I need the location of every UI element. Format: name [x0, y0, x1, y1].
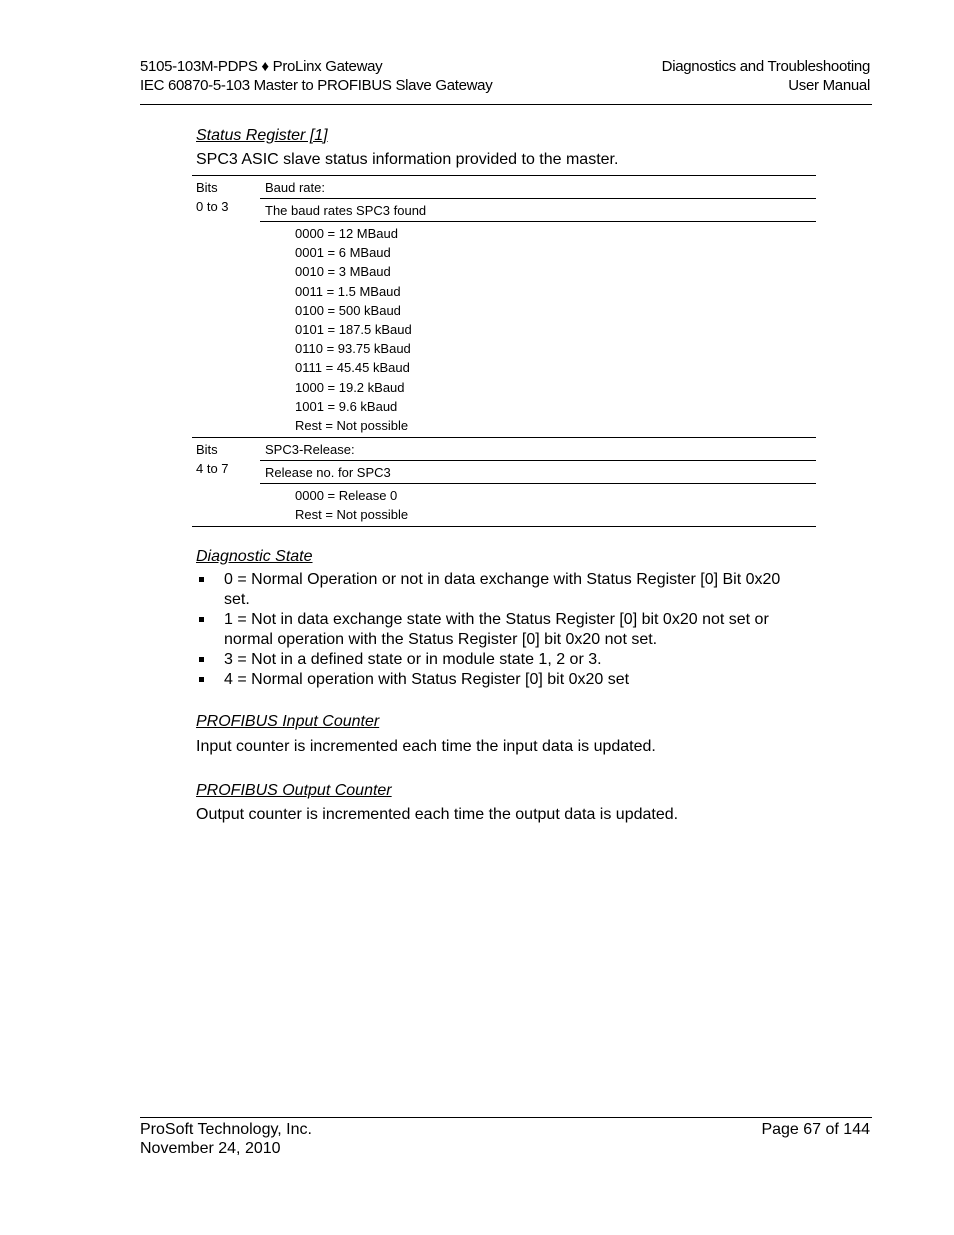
table-bottom-rule: [192, 526, 816, 527]
status-register-table: [192, 175, 816, 527]
value-item: 0101 = 187.5 kBaud: [295, 322, 412, 338]
row-inner-rule: [260, 198, 816, 199]
footer-date: November 24, 2010: [140, 1140, 281, 1157]
output-counter-section: [196, 780, 816, 826]
footer-company: ProSoft Technology, Inc.: [140, 1121, 312, 1138]
row-value-list: [295, 486, 408, 524]
value-item: Rest = Not possible: [295, 507, 409, 523]
row-bits-label: Bits 0 to 3: [196, 180, 229, 215]
diagnostic-state-section: [196, 546, 816, 690]
header-divider: [140, 104, 872, 105]
value-item: 0001 = 6 MBaud: [295, 245, 391, 261]
status-register-description: SPC3 ASIC slave status information provided to the master.: [196, 151, 619, 168]
row-field-detail: Release no. for SPC3: [265, 465, 391, 480]
bullet-square-icon: [199, 677, 204, 682]
list-item: 0 = Normal Operation or not in data exchange with Status Register [0] Bit 0x20 set.: [196, 570, 790, 610]
status-register-section: [196, 125, 816, 171]
bullet-square-icon: [199, 657, 204, 662]
bullet-square-icon: [199, 577, 204, 582]
footer-page-number: Page 67 of 144: [761, 1121, 870, 1138]
value-item: 0110 = 93.75 kBaud: [295, 341, 411, 357]
value-item: 1000 = 19.2 kBaud: [295, 379, 405, 395]
value-item: Rest = Not possible: [295, 418, 409, 434]
diagnostic-state-list: [196, 570, 790, 690]
bullet-square-icon: [199, 617, 204, 622]
row-field-name: Baud rate:: [265, 180, 325, 195]
row-inner-rule: [260, 221, 816, 222]
row-inner-rule: [260, 483, 816, 484]
value-item: 1001 = 9.6 kBaud: [295, 398, 398, 414]
value-item: 0000 = Release 0: [295, 488, 398, 503]
row-inner-rule: [260, 460, 816, 461]
output-counter-title: PROFIBUS Output Counter: [196, 782, 392, 799]
input-counter-text: Input counter is incremented each time the input data is updated.: [196, 738, 656, 755]
footer-divider: [140, 1117, 872, 1118]
header-chapter: Diagnostics and Troubleshooting: [661, 58, 870, 75]
output-counter-text: Output counter is incremented each time the output data is updated.: [196, 806, 679, 823]
table-row: [192, 437, 816, 526]
status-register-title: Status Register [1]: [196, 127, 328, 144]
running-header-right: [662, 57, 870, 95]
value-item: 0100 = 500 kBaud: [295, 302, 401, 318]
value-item: 0010 = 3 MBaud: [295, 264, 391, 280]
row-field-name: SPC3-Release:: [265, 442, 355, 457]
running-header-left: [140, 57, 492, 95]
list-item: 4 = Normal operation with Status Register [0] bit 0x20 set: [196, 670, 790, 690]
table-row: [192, 175, 816, 437]
footer-left: [140, 1120, 312, 1158]
row-value-list: [295, 224, 412, 435]
value-item: 0011 = 1.5 MBaud: [295, 283, 401, 299]
header-product-subtitle: IEC 60870-5-103 Master to PROFIBUS Slave Gateway: [140, 77, 493, 94]
value-item: 0111 = 45.45 kBaud: [295, 360, 410, 376]
input-counter-section: [196, 711, 816, 758]
header-product-line: 5105-103M-PDPS ♦ ProLinx Gateway: [140, 58, 383, 75]
row-bits-label: Bits 4 to 7: [196, 442, 229, 477]
input-counter-title: PROFIBUS Input Counter: [196, 713, 380, 730]
list-item: 3 = Not in a defined state or in module state 1, 2 or 3.: [196, 650, 790, 670]
row-field-detail: The baud rates SPC3 found: [265, 203, 427, 218]
value-item: 0000 = 12 MBaud: [295, 226, 398, 241]
list-item: 1 = Not in data exchange state with the Status Register [0] bit 0x20 not set or normal operation with the Status Register [0] bit 0x20 not set.: [196, 610, 790, 650]
header-manual: User Manual: [788, 77, 870, 94]
diagnostic-state-title: Diagnostic State: [196, 548, 313, 565]
